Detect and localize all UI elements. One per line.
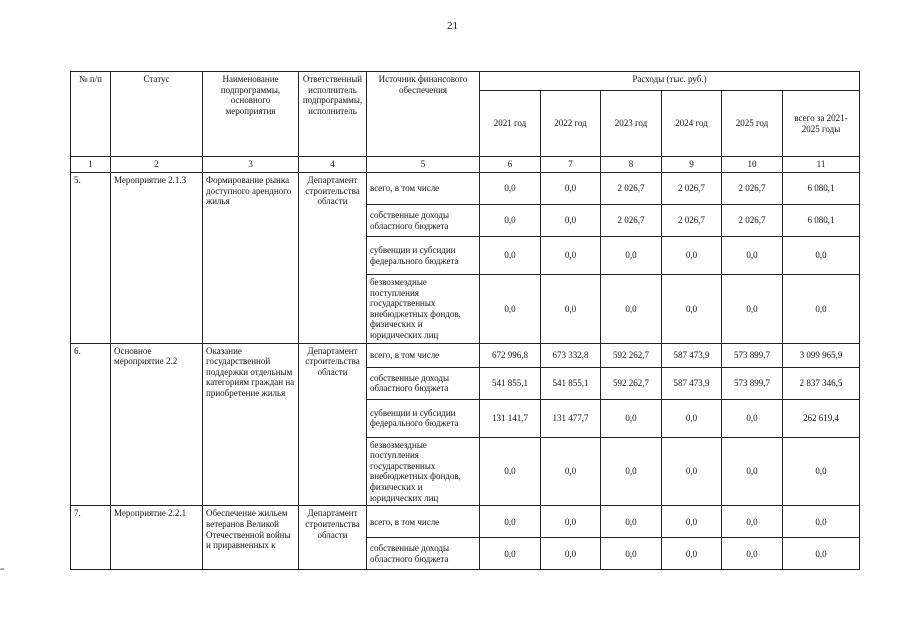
- value-cell: 2 026,7: [722, 173, 783, 205]
- value-cell: 0,0: [783, 506, 860, 538]
- value-cell: 2 026,7: [601, 205, 662, 237]
- value-cell: 0,0: [480, 173, 541, 205]
- value-cell: 2 026,7: [722, 205, 783, 237]
- source-cell: собственные доходы областного бюджета: [367, 205, 480, 237]
- value-cell: 587 473,9: [662, 343, 722, 367]
- source-cell: всего, в том числе: [367, 173, 480, 205]
- value-cell: 262 619,4: [783, 399, 860, 437]
- row-num: 6.: [71, 343, 111, 506]
- row-num: 7.: [71, 506, 111, 570]
- value-cell: 0,0: [662, 437, 722, 506]
- value-cell: 0,0: [541, 506, 601, 538]
- value-cell: 0,0: [480, 506, 541, 538]
- value-cell: 2 026,7: [662, 173, 722, 205]
- source-cell: субвенции и субсидии федерального бюджета: [367, 237, 480, 275]
- value-cell: 0,0: [601, 275, 662, 344]
- value-cell: 6 080,1: [783, 205, 860, 237]
- col-number: 4: [299, 157, 367, 173]
- col-number: 2: [111, 157, 203, 173]
- source-cell: всего, в том числе: [367, 506, 480, 538]
- header-responsible: Ответственный исполнитель подпрограммы, исполнитель: [299, 72, 367, 157]
- value-cell: 0,0: [480, 275, 541, 344]
- value-cell: 0,0: [783, 237, 860, 275]
- value-cell: 541 855,1: [541, 367, 601, 399]
- value-cell: 0,0: [783, 275, 860, 344]
- value-cell: 0,0: [662, 399, 722, 437]
- value-cell: 0,0: [601, 399, 662, 437]
- value-cell: 0,0: [480, 538, 541, 570]
- row-responsible: Департамент строительства области: [299, 343, 367, 506]
- value-cell: 0,0: [541, 237, 601, 275]
- value-cell: 0,0: [662, 538, 722, 570]
- header-year-2025: 2025 год: [722, 91, 783, 157]
- value-cell: 3 099 965,9: [783, 343, 860, 367]
- value-cell: 0,0: [480, 237, 541, 275]
- value-cell: 6 080,1: [783, 173, 860, 205]
- source-cell: безвозмездные поступления государственных внебюджетных фондов, физических и юридических лиц: [367, 275, 480, 344]
- value-cell: 0,0: [783, 437, 860, 506]
- row-name: Оказание государственной поддержки отдельным категориям граждан на приобретение жилья: [203, 343, 299, 506]
- header-year-2022: 2022 год: [541, 91, 601, 157]
- header-year-2021: 2021 год: [480, 91, 541, 157]
- value-cell: 0,0: [541, 173, 601, 205]
- row-status: Основное мероприятие 2.2: [111, 343, 203, 506]
- value-cell: 0,0: [541, 205, 601, 237]
- col-number: 11: [783, 157, 860, 173]
- source-cell: собственные доходы областного бюджета: [367, 538, 480, 570]
- row-responsible: Департамент строительства области: [299, 173, 367, 344]
- value-cell: 0,0: [783, 538, 860, 570]
- value-cell: 0,0: [541, 538, 601, 570]
- value-cell: 0,0: [541, 275, 601, 344]
- col-number: 1: [71, 157, 111, 173]
- value-cell: 0,0: [480, 437, 541, 506]
- value-cell: 2 026,7: [601, 173, 662, 205]
- value-cell: 0,0: [662, 275, 722, 344]
- col-number: 10: [722, 157, 783, 173]
- value-cell: 0,0: [722, 538, 783, 570]
- value-cell: 0,0: [541, 437, 601, 506]
- value-cell: 0,0: [601, 237, 662, 275]
- value-cell: 0,0: [722, 275, 783, 344]
- value-cell: 541 855,1: [480, 367, 541, 399]
- value-cell: 0,0: [480, 205, 541, 237]
- col-number: 5: [367, 157, 480, 173]
- value-cell: 0,0: [601, 506, 662, 538]
- col-number: 3: [203, 157, 299, 173]
- row-responsible: Департамент строительства области: [299, 506, 367, 570]
- column-numbers-row: [71, 157, 860, 173]
- header-year-2023: 2023 год: [601, 91, 662, 157]
- col-number: 6: [480, 157, 541, 173]
- header-expenses: Расходы (тыс. руб.): [480, 72, 860, 91]
- header-row-1: [71, 72, 860, 91]
- value-cell: 0,0: [722, 437, 783, 506]
- value-cell: 592 262,7: [601, 343, 662, 367]
- row-num: 5.: [71, 173, 111, 344]
- source-cell: субвенции и субсидии федерального бюджета: [367, 399, 480, 437]
- header-year-2024: 2024 год: [662, 91, 722, 157]
- header-year-total: всего за 2021-2025 годы: [783, 91, 860, 157]
- value-cell: 2 026,7: [662, 205, 722, 237]
- value-cell: 592 262,7: [601, 367, 662, 399]
- table-row: [71, 343, 860, 367]
- edge-mark: =: [0, 565, 5, 574]
- value-cell: 672 996,8: [480, 343, 541, 367]
- header-source: Источник финансового обеспечения: [367, 72, 480, 157]
- row-name: Обеспечение жильем ветеранов Великой Отечественной войны и приравненных к: [203, 506, 299, 570]
- source-cell: всего, в том числе: [367, 343, 480, 367]
- value-cell: 573 899,7: [722, 367, 783, 399]
- header-num: № п/п: [71, 72, 111, 157]
- value-cell: 0,0: [722, 506, 783, 538]
- value-cell: 573 899,7: [722, 343, 783, 367]
- value-cell: 131 477,7: [541, 399, 601, 437]
- value-cell: 673 332,8: [541, 343, 601, 367]
- row-status: Мероприятие 2.2.1: [111, 506, 203, 570]
- budget-table: [70, 71, 860, 570]
- value-cell: 0,0: [601, 538, 662, 570]
- source-cell: собственные доходы областного бюджета: [367, 367, 480, 399]
- value-cell: 0,0: [662, 506, 722, 538]
- value-cell: 0,0: [722, 237, 783, 275]
- table-row: [71, 506, 860, 538]
- value-cell: 131 141,7: [480, 399, 541, 437]
- value-cell: 2 837 346,5: [783, 367, 860, 399]
- value-cell: 587 473,9: [662, 367, 722, 399]
- col-number: 8: [601, 157, 662, 173]
- value-cell: 0,0: [601, 437, 662, 506]
- row-status: Мероприятие 2.1.3: [111, 173, 203, 344]
- source-cell: безвозмездные поступления государственных внебюджетных фондов, физических и юридических лиц: [367, 437, 480, 506]
- page-number: 21: [447, 20, 458, 32]
- col-number: 9: [662, 157, 722, 173]
- header-status: Статус: [111, 72, 203, 157]
- value-cell: 0,0: [722, 399, 783, 437]
- value-cell: 0,0: [662, 237, 722, 275]
- row-name: Формирование рынка доступного арендного жилья: [203, 173, 299, 344]
- table-row: [71, 173, 860, 205]
- header-name: Наименование подпрограммы, основного мероприятия: [203, 72, 299, 157]
- col-number: 7: [541, 157, 601, 173]
